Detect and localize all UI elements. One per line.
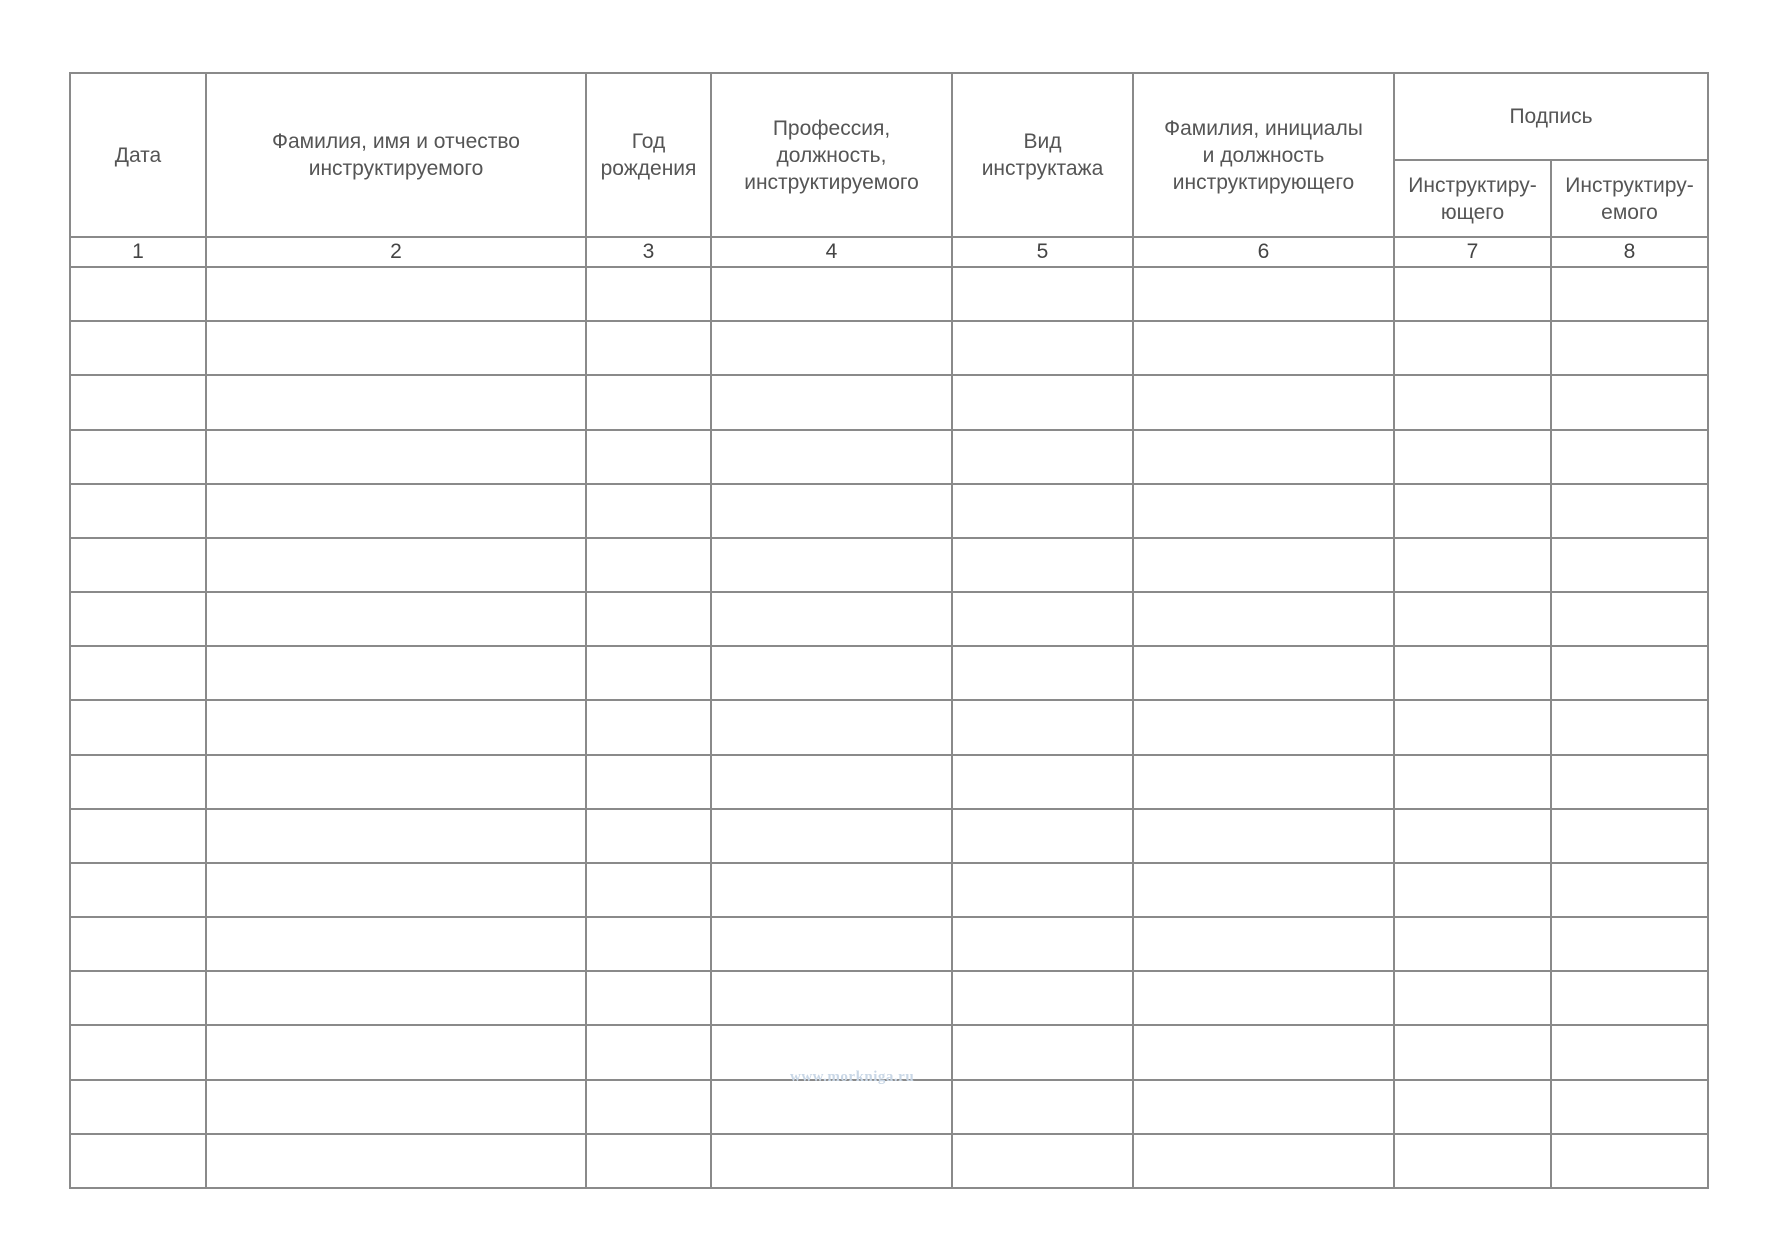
entry-cell[interactable] — [206, 646, 586, 700]
entry-cell[interactable] — [1551, 484, 1708, 538]
entry-cell[interactable] — [586, 321, 711, 375]
entry-cell[interactable] — [952, 1080, 1133, 1134]
entry-cell[interactable] — [1551, 971, 1708, 1025]
entry-cell[interactable] — [586, 971, 711, 1025]
column-number: 8 — [1551, 237, 1708, 267]
entry-cell[interactable] — [952, 267, 1133, 321]
entry-cell[interactable] — [1551, 700, 1708, 754]
entry-cell[interactable] — [1551, 375, 1708, 429]
entry-cell[interactable] — [711, 538, 952, 592]
table-row — [70, 971, 1708, 1025]
entry-cell[interactable] — [206, 755, 586, 809]
entry-cell[interactable] — [1394, 971, 1551, 1025]
entry-cell[interactable] — [1551, 863, 1708, 917]
entry-cell[interactable] — [586, 809, 711, 863]
entry-cell[interactable] — [1133, 321, 1394, 375]
entry-cell[interactable] — [711, 430, 952, 484]
header-signature-trainee: Инструктиру- емого — [1551, 160, 1708, 237]
column-number: 7 — [1394, 237, 1551, 267]
entry-cell[interactable] — [1133, 755, 1394, 809]
entry-cell[interactable] — [1551, 321, 1708, 375]
table-row — [70, 592, 1708, 646]
entry-cell[interactable] — [206, 1025, 586, 1079]
entry-cell[interactable] — [586, 484, 711, 538]
entry-cell[interactable] — [1394, 863, 1551, 917]
entry-cell[interactable] — [70, 484, 206, 538]
entry-cell[interactable] — [1551, 755, 1708, 809]
entry-cell[interactable] — [586, 1080, 711, 1134]
entry-cell[interactable] — [1133, 917, 1394, 971]
table-row — [70, 809, 1708, 863]
entry-cell[interactable] — [1133, 375, 1394, 429]
entry-cell[interactable] — [1133, 646, 1394, 700]
entry-cell[interactable] — [70, 592, 206, 646]
entry-cell[interactable] — [952, 917, 1133, 971]
entry-cell[interactable] — [70, 1080, 206, 1134]
entry-cell[interactable] — [952, 484, 1133, 538]
entry-cell[interactable] — [952, 863, 1133, 917]
entry-cell[interactable] — [1551, 1134, 1708, 1188]
entry-cell[interactable] — [1133, 1080, 1394, 1134]
entry-cell[interactable] — [711, 1134, 952, 1188]
entry-cell[interactable] — [206, 538, 586, 592]
entry-cell[interactable] — [711, 971, 952, 1025]
entry-cell[interactable] — [586, 538, 711, 592]
table-row — [70, 321, 1708, 375]
entry-cell[interactable] — [206, 863, 586, 917]
entry-cell[interactable] — [1394, 755, 1551, 809]
entry-cell[interactable] — [70, 1134, 206, 1188]
entry-cell[interactable] — [206, 971, 586, 1025]
entry-cell[interactable] — [952, 538, 1133, 592]
header-full-name: Фамилия, имя и отчество инструктируемого — [206, 73, 586, 237]
entry-cell[interactable] — [1133, 430, 1394, 484]
entry-cell[interactable] — [586, 267, 711, 321]
table-row — [70, 267, 1708, 321]
entry-cell[interactable] — [1133, 809, 1394, 863]
entry-cell[interactable] — [206, 1080, 586, 1134]
entry-cell[interactable] — [586, 592, 711, 646]
entry-cell[interactable] — [1394, 1025, 1551, 1079]
header-date: Дата — [70, 73, 206, 237]
table-row — [70, 700, 1708, 754]
column-number: 4 — [711, 237, 952, 267]
entry-cell[interactable] — [70, 375, 206, 429]
entry-cell[interactable] — [1133, 267, 1394, 321]
header-signature: Подпись — [1394, 73, 1708, 160]
entry-cell[interactable] — [711, 700, 952, 754]
entry-cell[interactable] — [1394, 267, 1551, 321]
table-row — [70, 863, 1708, 917]
entry-cell[interactable] — [1133, 863, 1394, 917]
entry-cell[interactable] — [1551, 1080, 1708, 1134]
journal-body — [70, 267, 1708, 1188]
entry-cell[interactable] — [70, 700, 206, 754]
entry-cell[interactable] — [1394, 1134, 1551, 1188]
column-number: 5 — [952, 237, 1133, 267]
entry-cell[interactable] — [1394, 430, 1551, 484]
entry-cell[interactable] — [1394, 321, 1551, 375]
entry-cell[interactable] — [1394, 1080, 1551, 1134]
briefing-journal-table — [69, 72, 1709, 1189]
entry-cell[interactable] — [711, 592, 952, 646]
table-row — [70, 755, 1708, 809]
column-number: 3 — [586, 237, 711, 267]
entry-cell[interactable] — [952, 592, 1133, 646]
entry-cell[interactable] — [1394, 484, 1551, 538]
entry-cell[interactable] — [1133, 538, 1394, 592]
entry-cell[interactable] — [1133, 1025, 1394, 1079]
entry-cell[interactable] — [586, 863, 711, 917]
entry-cell[interactable] — [952, 1134, 1133, 1188]
entry-cell[interactable] — [70, 538, 206, 592]
journal-sheet — [69, 72, 1707, 1189]
entry-cell[interactable] — [1551, 430, 1708, 484]
entry-cell[interactable] — [1551, 538, 1708, 592]
entry-cell[interactable] — [206, 375, 586, 429]
header-briefing-type: Вид инструктажа — [952, 73, 1133, 237]
entry-cell[interactable] — [586, 1025, 711, 1079]
entry-cell[interactable] — [206, 700, 586, 754]
entry-cell[interactable] — [586, 375, 711, 429]
entry-cell[interactable] — [586, 917, 711, 971]
entry-cell[interactable] — [586, 646, 711, 700]
entry-cell[interactable] — [952, 321, 1133, 375]
entry-cell[interactable] — [952, 755, 1133, 809]
entry-cell[interactable] — [1551, 267, 1708, 321]
entry-cell[interactable] — [70, 267, 206, 321]
entry-cell[interactable] — [711, 1080, 952, 1134]
entry-cell[interactable] — [1551, 1025, 1708, 1079]
entry-cell[interactable] — [70, 646, 206, 700]
entry-cell[interactable] — [586, 1134, 711, 1188]
entry-cell[interactable] — [70, 321, 206, 375]
entry-cell[interactable] — [206, 430, 586, 484]
entry-cell[interactable] — [586, 430, 711, 484]
entry-cell[interactable] — [1394, 700, 1551, 754]
entry-cell[interactable] — [206, 484, 586, 538]
header-birth-year: Год рождения — [586, 73, 711, 237]
entry-cell[interactable] — [70, 755, 206, 809]
entry-cell[interactable] — [711, 917, 952, 971]
table-row — [70, 538, 1708, 592]
entry-cell[interactable] — [711, 809, 952, 863]
entry-cell[interactable] — [70, 971, 206, 1025]
entry-cell[interactable] — [1551, 917, 1708, 971]
entry-cell[interactable] — [70, 1025, 206, 1079]
entry-cell[interactable] — [711, 863, 952, 917]
header-profession: Профессия, должность, инструктируемого — [711, 73, 952, 237]
entry-cell[interactable] — [1394, 592, 1551, 646]
entry-cell[interactable] — [952, 375, 1133, 429]
entry-cell[interactable] — [711, 375, 952, 429]
entry-cell[interactable] — [1394, 375, 1551, 429]
entry-cell[interactable] — [70, 917, 206, 971]
entry-cell[interactable] — [952, 430, 1133, 484]
entry-cell[interactable] — [952, 646, 1133, 700]
entry-cell[interactable] — [586, 755, 711, 809]
entry-cell[interactable] — [1394, 917, 1551, 971]
entry-cell[interactable] — [586, 700, 711, 754]
column-number: 6 — [1133, 237, 1394, 267]
entry-cell[interactable] — [1133, 700, 1394, 754]
entry-cell[interactable] — [1551, 809, 1708, 863]
entry-cell[interactable] — [952, 809, 1133, 863]
table-row — [70, 375, 1708, 429]
table-row — [70, 484, 1708, 538]
entry-cell[interactable] — [952, 700, 1133, 754]
table-row — [70, 917, 1708, 971]
header-instructor: Фамилия, инициалы и должность инструктирующего — [1133, 73, 1394, 237]
table-row — [70, 646, 1708, 700]
entry-cell[interactable] — [711, 267, 952, 321]
entry-cell[interactable] — [1133, 1134, 1394, 1188]
watermark: www.morkniga.ru — [790, 1069, 915, 1085]
entry-cell[interactable] — [1394, 646, 1551, 700]
table-row — [70, 1134, 1708, 1188]
entry-cell[interactable] — [206, 321, 586, 375]
column-number: 1 — [70, 237, 206, 267]
entry-cell[interactable] — [952, 1025, 1133, 1079]
entry-cell[interactable] — [206, 917, 586, 971]
entry-cell[interactable] — [1551, 646, 1708, 700]
header-signature-instructor: Инструктиру- ющего — [1394, 160, 1551, 237]
entry-cell[interactable] — [1133, 592, 1394, 646]
entry-cell[interactable] — [711, 646, 952, 700]
entry-cell[interactable] — [206, 267, 586, 321]
entry-cell[interactable] — [206, 592, 586, 646]
entry-cell[interactable] — [711, 321, 952, 375]
column-number: 2 — [206, 237, 586, 267]
entry-cell[interactable] — [70, 809, 206, 863]
entry-cell[interactable] — [711, 755, 952, 809]
entry-cell[interactable] — [206, 1134, 586, 1188]
entry-cell[interactable] — [1394, 538, 1551, 592]
entry-cell[interactable] — [1133, 484, 1394, 538]
entry-cell[interactable] — [952, 971, 1133, 1025]
entry-cell[interactable] — [206, 809, 586, 863]
entry-cell[interactable] — [1394, 809, 1551, 863]
entry-cell[interactable] — [1551, 592, 1708, 646]
entry-cell[interactable] — [1133, 971, 1394, 1025]
entry-cell[interactable] — [70, 430, 206, 484]
entry-cell[interactable] — [711, 484, 952, 538]
table-row — [70, 1080, 1708, 1134]
table-row — [70, 430, 1708, 484]
entry-cell[interactable] — [70, 863, 206, 917]
